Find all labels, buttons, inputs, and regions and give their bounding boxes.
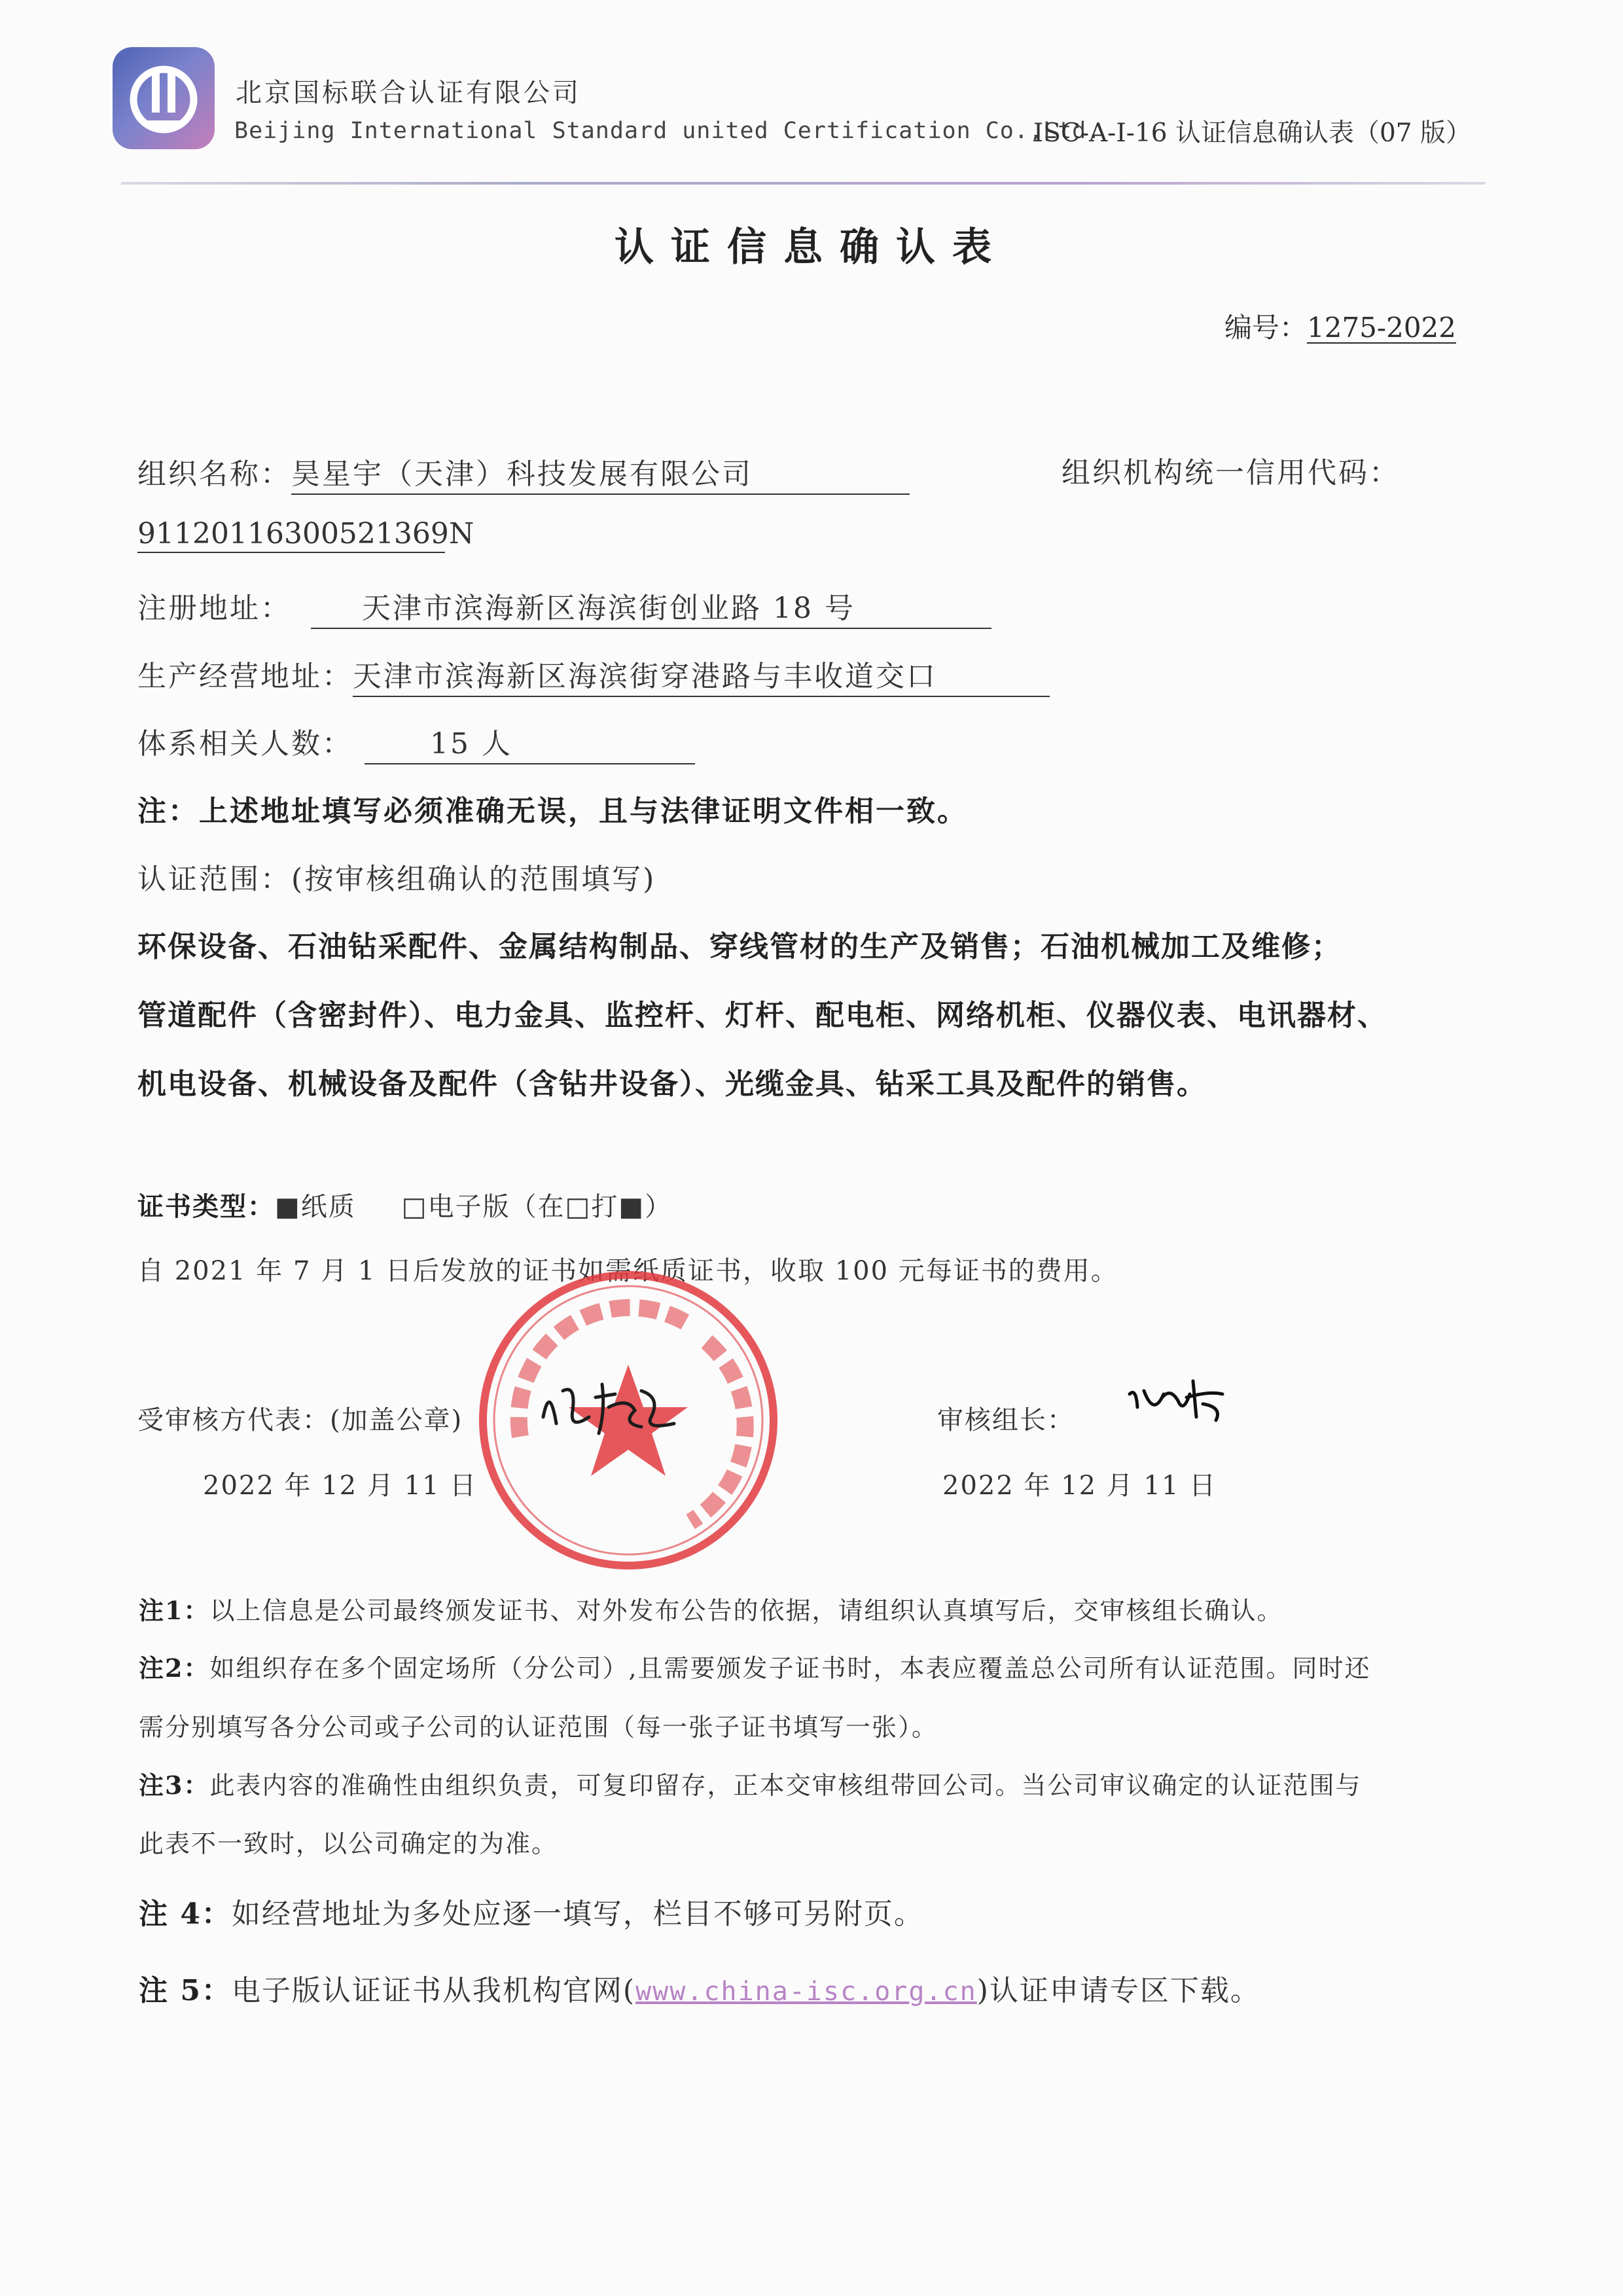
serial-label: 编号：	[1224, 312, 1308, 344]
scope-line-1: 环保设备、石油钻采配件、金属结构制品、穿线管材的生产及销售；石油机械加工及维修；	[137, 930, 1342, 963]
auditee-rep-label: 受审核方代表：(加盖公章)	[137, 1405, 463, 1435]
note-3: 注3：此表内容的准确性由组织负责，可复印留存，正本交审核组带回公司。当公司审议确定的认证范围与	[139, 1770, 1362, 1800]
serial-number	[1224, 306, 1456, 346]
note-2-cont: 需分别填写各分公司或子公司的认证范围（每一张子证书填写一张）。	[139, 1713, 938, 1742]
leader-label: 审核组长：	[937, 1405, 1075, 1435]
leader-signature	[1124, 1368, 1242, 1430]
auditee-signature	[537, 1371, 687, 1443]
org-name-label: 组织名称：	[137, 457, 291, 491]
note-5: 注 5：电子版认证证书从我机构官网(www.china-isc.org.cn)认证申请专区下载。	[139, 1974, 1260, 2007]
note-2: 注2：如组织存在多个固定场所（分公司）,且需要颁发子证书时，本表应覆盖总公司所有认证范围。同时还	[139, 1653, 1371, 1683]
leader-date: 2022 年 12 月 11 日	[942, 1471, 1217, 1501]
reg-address-row	[137, 584, 991, 629]
op-address-label: 生产经营地址：	[137, 660, 353, 693]
note-4: 注 4：如经营地址为多处应逐一填写，栏目不够可另附页。	[139, 1897, 924, 1931]
org-name-row	[137, 450, 910, 495]
scope-line-3: 机电设备、机械设备及配件（含钻井设备）、光缆金具、钻采工具及配件的销售。	[137, 1067, 1207, 1101]
paper-checkbox[interactable]: ■	[275, 1192, 301, 1222]
electronic-option-label: 电子版（在□打■）	[427, 1192, 673, 1222]
electronic-checkbox[interactable]: □	[401, 1192, 428, 1222]
credit-code-label: 组织机构统一信用代码：	[1061, 456, 1400, 490]
op-address-row	[137, 653, 1050, 697]
staff-label: 体系相关人数：	[137, 727, 353, 761]
org-name-value: 昊星宇（天津）科技发展有限公司	[291, 450, 910, 495]
credit-code-row	[137, 517, 474, 553]
scope-label: 认证范围：(按审核组确认的范围填写)	[137, 863, 656, 896]
scope-line-2: 管道配件（含密封件）、电力金具、监控杆、灯杆、配电柜、网络机柜、仪器仪表、电讯器材、	[137, 999, 1387, 1032]
cert-type-label: 证书类型：	[137, 1191, 275, 1222]
header-divider	[121, 182, 1486, 185]
logo-mark-icon	[113, 47, 215, 149]
website-link[interactable]: www.china-isc.org.cn	[635, 1977, 977, 2007]
staff-row	[137, 720, 695, 764]
company-logo	[113, 47, 215, 149]
op-address-value: 天津市滨海新区海滨街穿港路与丰收道交口	[353, 653, 1050, 697]
auditee-date: 2022 年 12 月 11 日	[203, 1471, 478, 1501]
note-1: 注1：以上信息是公司最终颁发证书、对外发布公告的依据，请组织认真填写后，交审核组长确认。	[139, 1596, 1283, 1625]
page-title: 认证信息确认表	[615, 224, 1008, 270]
paper-option-label: 纸质	[300, 1192, 356, 1222]
cert-type-row	[137, 1186, 672, 1223]
company-name-cn: 北京国标联合认证有限公司	[236, 78, 581, 108]
reg-address-value: 天津市滨海新区海滨街创业路 18 号	[311, 584, 991, 629]
company-name-en: Beijing International Standard united Certification Co.,Ltd.	[234, 118, 1101, 144]
reg-address-label: 注册地址：	[137, 592, 291, 625]
address-note: 注：上述地址填写必须准确无误，且与法律证明文件相一致。	[137, 795, 968, 828]
credit-code-value: 91120116300521369N	[137, 517, 445, 553]
note-3-cont: 此表不一致时，以公司确定的为准。	[139, 1829, 558, 1858]
staff-value: 15 人	[365, 720, 695, 764]
fee-note: 自 2021 年 7 月 1 日后发放的证书如需纸质证书，收取 100 元每证书的费用。	[137, 1256, 1118, 1286]
serial-value: 1275-2022	[1307, 312, 1456, 344]
form-code: ISC-A-I-16 认证信息确认表（07 版）	[1033, 118, 1471, 148]
